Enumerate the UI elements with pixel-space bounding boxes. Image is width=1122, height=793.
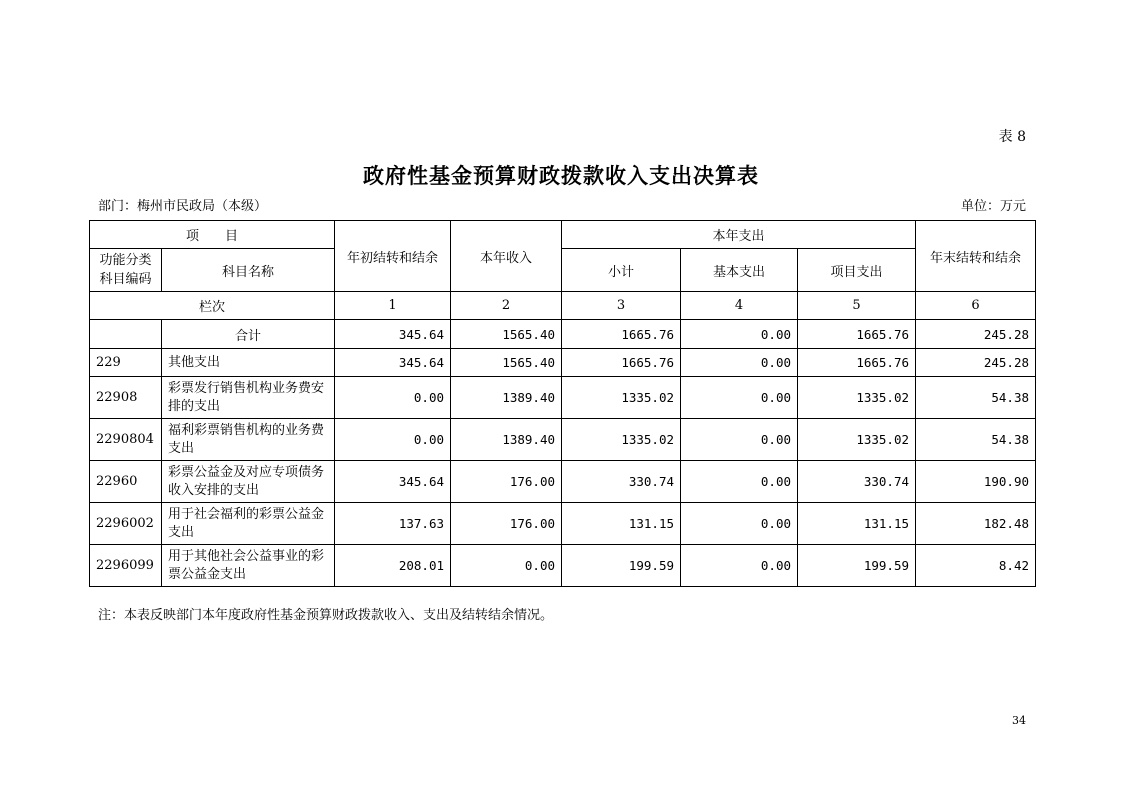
column-no: 5 (798, 292, 916, 320)
column-no: 4 (681, 292, 798, 320)
value-cell: 345.64 (335, 461, 451, 503)
value-cell: 1335.02 (562, 377, 681, 419)
value-cell: 182.48 (916, 503, 1036, 545)
value-cell: 1565.40 (451, 349, 562, 377)
value-cell: 0.00 (335, 419, 451, 461)
table-row (90, 349, 1036, 377)
header-income: 本年收入 (451, 221, 562, 292)
department-label: 部门：梅州市民政局（本级） (98, 199, 268, 214)
code-cell: 2290804 (90, 419, 162, 461)
name-cell: 彩票发行销售机构业务费安排的支出 (162, 377, 335, 419)
value-cell: 345.64 (335, 320, 451, 349)
value-cell: 0.00 (681, 377, 798, 419)
column-no-label: 栏次 (90, 292, 335, 320)
value-cell: 131.15 (798, 503, 916, 545)
header-func-code: 功能分类 科目编码 (90, 249, 162, 292)
name-cell: 用于社会福利的彩票公益金支出 (162, 503, 335, 545)
name-cell: 其他支出 (162, 349, 335, 377)
unit-label: 单位：万元 (960, 199, 1026, 214)
value-cell: 1665.76 (562, 349, 681, 377)
header-basic: 基本支出 (681, 249, 798, 292)
value-cell: 245.28 (916, 320, 1036, 349)
value-cell: 1665.76 (562, 320, 681, 349)
value-cell: 1665.76 (798, 349, 916, 377)
value-cell: 0.00 (681, 419, 798, 461)
header-closing-balance: 年末结转和结余 (916, 221, 1036, 292)
code-cell: 2296002 (90, 503, 162, 545)
column-no: 6 (916, 292, 1036, 320)
header-project: 项目支出 (798, 249, 916, 292)
table-row (90, 419, 1036, 461)
column-no: 3 (562, 292, 681, 320)
value-cell: 1565.40 (451, 320, 562, 349)
value-cell: 208.01 (335, 545, 451, 587)
page-number: 34 (1012, 714, 1026, 727)
value-cell: 176.00 (451, 503, 562, 545)
value-cell: 176.00 (451, 461, 562, 503)
header-opening-balance: 年初结转和结余 (335, 221, 451, 292)
table-row (90, 377, 1036, 419)
value-cell: 330.74 (562, 461, 681, 503)
table-row (90, 545, 1036, 587)
value-cell: 54.38 (916, 377, 1036, 419)
total-row (90, 320, 1036, 349)
header-item: 项 目 (90, 221, 335, 249)
code-cell: 22960 (90, 461, 162, 503)
budget-table (89, 220, 1036, 587)
code-cell: 22908 (90, 377, 162, 419)
code-cell: 2296099 (90, 545, 162, 587)
value-cell: 190.90 (916, 461, 1036, 503)
total-code-cell (90, 320, 162, 349)
value-cell: 0.00 (335, 377, 451, 419)
total-label: 合计 (162, 320, 335, 349)
value-cell: 0.00 (681, 349, 798, 377)
value-cell: 1335.02 (798, 377, 916, 419)
table-tag: 表 8 (998, 129, 1026, 145)
value-cell: 0.00 (681, 503, 798, 545)
header-subject-name: 科目名称 (162, 249, 335, 292)
value-cell: 0.00 (681, 545, 798, 587)
value-cell: 0.00 (451, 545, 562, 587)
value-cell: 0.00 (681, 461, 798, 503)
value-cell: 54.38 (916, 419, 1036, 461)
table-row (90, 503, 1036, 545)
name-cell: 彩票公益金及对应专项债务收入安排的支出 (162, 461, 335, 503)
name-cell: 用于其他社会公益事业的彩票公益金支出 (162, 545, 335, 587)
value-cell: 245.28 (916, 349, 1036, 377)
value-cell: 131.15 (562, 503, 681, 545)
value-cell: 8.42 (916, 545, 1036, 587)
table-note: 注：本表反映部门本年度政府性基金预算财政拨款收入、支出及结转结余情况。 (98, 608, 554, 623)
value-cell: 199.59 (562, 545, 681, 587)
value-cell: 1389.40 (451, 419, 562, 461)
value-cell: 330.74 (798, 461, 916, 503)
value-cell: 1335.02 (798, 419, 916, 461)
name-cell: 福利彩票销售机构的业务费支出 (162, 419, 335, 461)
value-cell: 1665.76 (798, 320, 916, 349)
value-cell: 345.64 (335, 349, 451, 377)
header-expenditure: 本年支出 (562, 221, 916, 249)
page-title: 政府性基金预算财政拨款收入支出决算表 (363, 163, 759, 188)
value-cell: 0.00 (681, 320, 798, 349)
table-row (90, 461, 1036, 503)
header-subtotal: 小计 (562, 249, 681, 292)
value-cell: 1389.40 (451, 377, 562, 419)
column-no: 1 (335, 292, 451, 320)
value-cell: 199.59 (798, 545, 916, 587)
value-cell: 1335.02 (562, 419, 681, 461)
code-cell: 229 (90, 349, 162, 377)
column-no: 2 (451, 292, 562, 320)
value-cell: 137.63 (335, 503, 451, 545)
